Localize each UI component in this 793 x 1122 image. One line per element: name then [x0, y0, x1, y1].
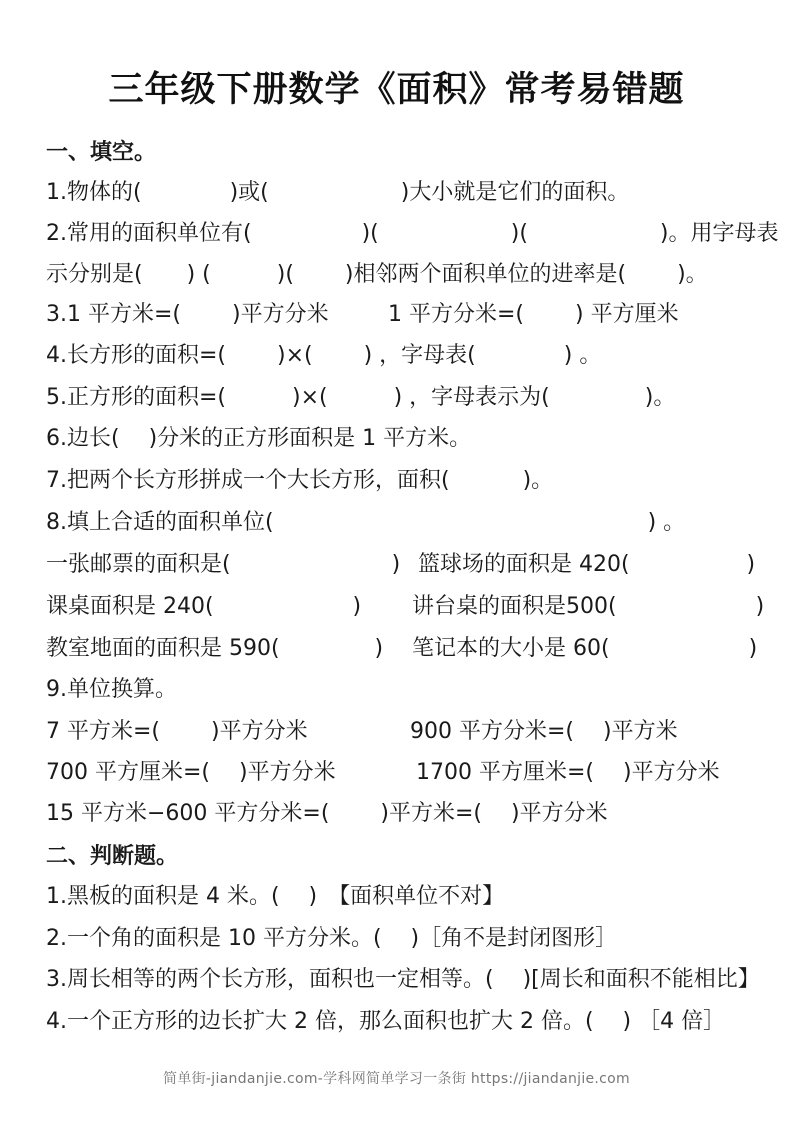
question-5: 5.正方形的面积=( )×( ) ，字母表示为( )。 — [46, 385, 676, 410]
question-9-item-5: 15 平方米−600 平方分米=( )平方米=( )平方分米 — [46, 801, 608, 826]
question-4: 4.长方形的面积=( )×( ) ，字母表( ) 。 — [46, 343, 602, 368]
question-7: 7.把两个长方形拼成一个大长方形，面积( )。 — [46, 468, 554, 493]
question-3-part-1: 3.1 平方米=( )平方分米 — [46, 302, 329, 327]
judgement-4: 4.一个正方形的边长扩大 2 倍，那么面积也扩大 2 倍。( ) ［4 倍］ — [46, 1009, 726, 1034]
question-8: 8.填上合适的面积单位( ) 。 — [46, 510, 686, 535]
footer-watermark: 简单街-jiandanjie.com-学科网简单学习一条街 https://jiandanjie.com — [163, 1071, 630, 1087]
question-2-line-1: 2.常用的面积单位有( )( )( )。用字母表 — [46, 221, 779, 246]
question-8-item-stamp: 一张邮票的面积是( ) — [46, 552, 401, 577]
judgement-1: 1.黑板的面积是 4 米。( ) 【面积单位不对】 — [46, 884, 505, 909]
question-9-item-1: 7 平方米=( )平方分米 — [46, 719, 308, 744]
page-title: 三年级下册数学《面积》常考易错题 — [108, 70, 685, 110]
question-8-item-court: 篮球场的面积是 420( ) — [418, 552, 756, 577]
question-1: 1.物体的( )或( )大小就是它们的面积。 — [46, 180, 630, 205]
question-8-item-classroom: 教室地面的面积是 590( ) — [46, 636, 384, 661]
judgement-3: 3.周长相等的两个长方形，面积也一定相等。( )[周长和面积不能相比】 — [46, 967, 760, 992]
question-9-item-3: 700 平方厘米=( )平方分米 — [46, 760, 336, 785]
question-3-part-2: 1 平方分米=( ) 平方厘米 — [388, 302, 679, 327]
question-8-item-notebook: 笔记本的大小是 60( ) — [412, 636, 758, 661]
question-8-item-desk: 课桌面积是 240( ) — [46, 594, 362, 619]
question-9: 9.单位换算。 — [46, 677, 177, 702]
question-9-item-2: 900 平方分米=( )平方米 — [410, 719, 678, 744]
section-heading-fill-in: 一、填空。 — [46, 140, 157, 165]
question-2-line-2: 示分别是( ) ( )( )相邻两个面积单位的进率是( )。 — [46, 262, 708, 287]
question-6: 6.边长( )分米的正方形面积是 1 平方米。 — [46, 426, 472, 451]
judgement-2: 2.一个角的面积是 10 平方分米。( )［角不是封闭图形］ — [46, 926, 618, 951]
section-heading-true-false: 二、判断题。 — [46, 844, 179, 869]
question-9-item-4: 1700 平方厘米=( )平方分米 — [416, 760, 720, 785]
question-8-item-podium: 讲台桌的面积是500( ) — [412, 594, 765, 619]
